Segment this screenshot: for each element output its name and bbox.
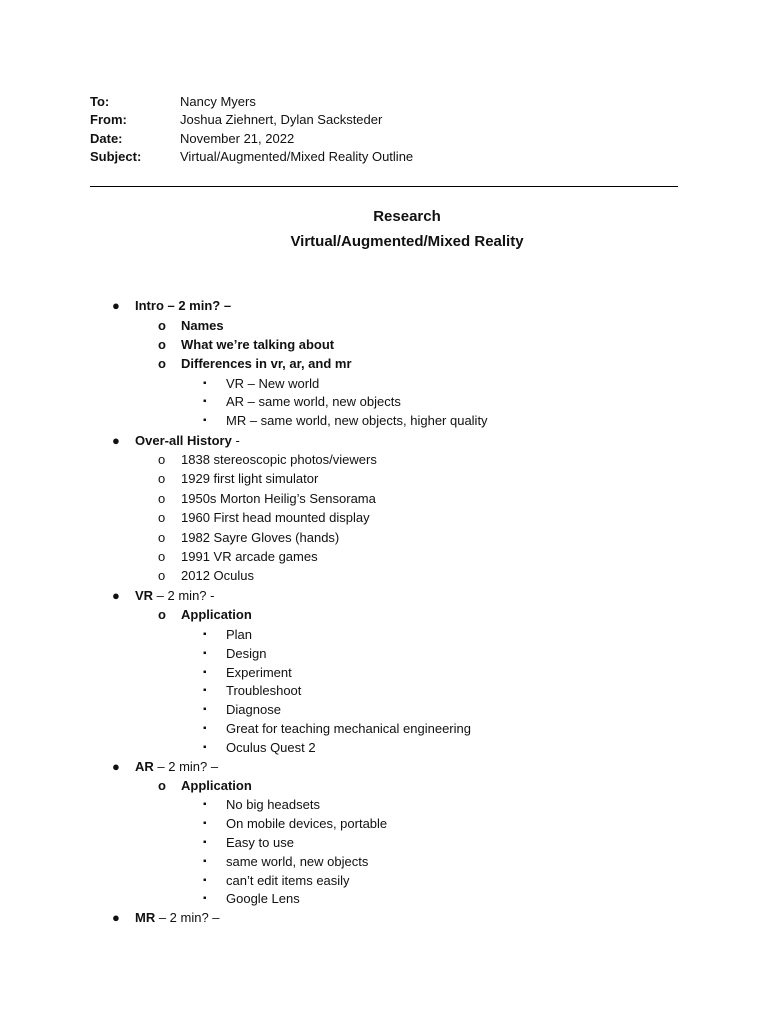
outline-intro: Intro – 2 min? – <box>135 298 232 313</box>
history-item: 1838 stereoscopic photos/viewers <box>181 452 377 467</box>
history-item: 1991 VR arcade games <box>181 549 318 564</box>
square-bullet-icon: ▪ <box>203 396 207 407</box>
circle-bullet-icon: o <box>158 510 166 525</box>
square-bullet-icon: ▪ <box>203 856 207 867</box>
ar-item: same world, new objects <box>226 854 369 869</box>
vr-item: Troubleshoot <box>226 683 302 698</box>
bullet-icon: ● <box>112 298 120 313</box>
memo-from-value: Joshua Ziehnert, Dylan Sacksteder <box>180 112 383 127</box>
circle-bullet-icon: o <box>158 568 166 583</box>
square-bullet-icon: ▪ <box>203 648 207 659</box>
outline-vr <box>135 587 214 605</box>
history-item: 1950s Morton Heilig’s Sensorama <box>181 491 376 506</box>
outline-ar <box>135 758 218 776</box>
memo-subject-value: Virtual/Augmented/Mixed Reality Outline <box>180 149 414 164</box>
square-bullet-icon: ▪ <box>203 378 207 389</box>
circle-bullet-icon: o <box>158 530 166 545</box>
square-bullet-icon: ▪ <box>203 629 207 640</box>
vr-item: Design <box>226 646 267 661</box>
circle-bullet-icon: o <box>158 337 166 352</box>
memo-subject-label: Subject: <box>90 149 142 164</box>
circle-bullet-icon: o <box>158 491 166 506</box>
square-bullet-icon: ▪ <box>203 799 207 810</box>
ar-item: On mobile devices, portable <box>226 816 388 831</box>
history-item: 1982 Sayre Gloves (hands) <box>181 530 340 545</box>
vr-item: Plan <box>226 627 253 642</box>
vr-item: Diagnose <box>226 702 281 717</box>
square-bullet-icon: ▪ <box>203 893 207 904</box>
bullet-icon: ● <box>112 588 120 603</box>
square-bullet-icon: ▪ <box>203 667 207 678</box>
square-bullet-icon: ▪ <box>203 742 207 753</box>
intro-differences: Differences in vr, ar, and mr <box>181 356 352 371</box>
ar-tail: – 2 min? – <box>153 759 219 774</box>
outline-history <box>135 432 240 450</box>
intro-vr: VR – New world <box>226 376 320 391</box>
header-divider <box>90 186 678 187</box>
ar-heading: AR <box>135 759 154 774</box>
page-title: Research <box>373 208 441 225</box>
vr-item: Great for teaching mechanical engineering <box>226 721 471 736</box>
history-tail: - <box>231 433 240 448</box>
circle-bullet-icon: o <box>158 549 166 564</box>
vr-item: Oculus Quest 2 <box>226 740 316 755</box>
circle-bullet-icon: o <box>158 356 166 371</box>
vr-application: Application <box>181 607 252 622</box>
square-bullet-icon: ▪ <box>203 685 207 696</box>
circle-bullet-icon: o <box>158 452 166 467</box>
intro-mr: MR – same world, new objects, higher quality <box>226 413 488 428</box>
history-item: 1960 First head mounted display <box>181 510 370 525</box>
square-bullet-icon: ▪ <box>203 415 207 426</box>
vr-item: Experiment <box>226 665 292 680</box>
memo-date-value: November 21, 2022 <box>180 131 295 146</box>
memo-to-value: Nancy Myers <box>180 94 256 109</box>
intro-talking: What we’re talking about <box>181 337 335 352</box>
square-bullet-icon: ▪ <box>203 704 207 715</box>
memo-to-label: To: <box>90 94 110 109</box>
circle-bullet-icon: o <box>158 471 166 486</box>
bullet-icon: ● <box>112 759 120 774</box>
vr-tail: – 2 min? - <box>153 588 215 603</box>
circle-bullet-icon: o <box>158 607 166 622</box>
outline-mr <box>135 909 220 927</box>
circle-bullet-icon: o <box>158 318 166 333</box>
history-item: 1929 first light simulator <box>181 471 319 486</box>
mr-tail: – 2 min? – <box>155 910 220 925</box>
square-bullet-icon: ▪ <box>203 837 207 848</box>
ar-item: Google Lens <box>226 891 300 906</box>
square-bullet-icon: ▪ <box>203 818 207 829</box>
vr-heading: VR <box>135 588 154 603</box>
memo-date-label: Date: <box>90 131 123 146</box>
history-item: 2012 Oculus <box>181 568 254 583</box>
memo-from-label: From: <box>90 112 127 127</box>
square-bullet-icon: ▪ <box>203 875 207 886</box>
ar-application: Application <box>181 778 252 793</box>
ar-item: Easy to use <box>226 835 294 850</box>
page-subtitle: Virtual/Augmented/Mixed Reality <box>290 233 524 250</box>
history-heading: Over-all History <box>135 433 232 448</box>
bullet-icon: ● <box>112 433 120 448</box>
bullet-icon: ● <box>112 910 120 925</box>
intro-names: Names <box>181 318 224 333</box>
ar-item: can’t edit items easily <box>226 873 350 888</box>
square-bullet-icon: ▪ <box>203 723 207 734</box>
circle-bullet-icon: o <box>158 778 166 793</box>
mr-heading: MR <box>135 910 156 925</box>
ar-item: No big headsets <box>226 797 320 812</box>
intro-ar: AR – same world, new objects <box>226 394 401 409</box>
